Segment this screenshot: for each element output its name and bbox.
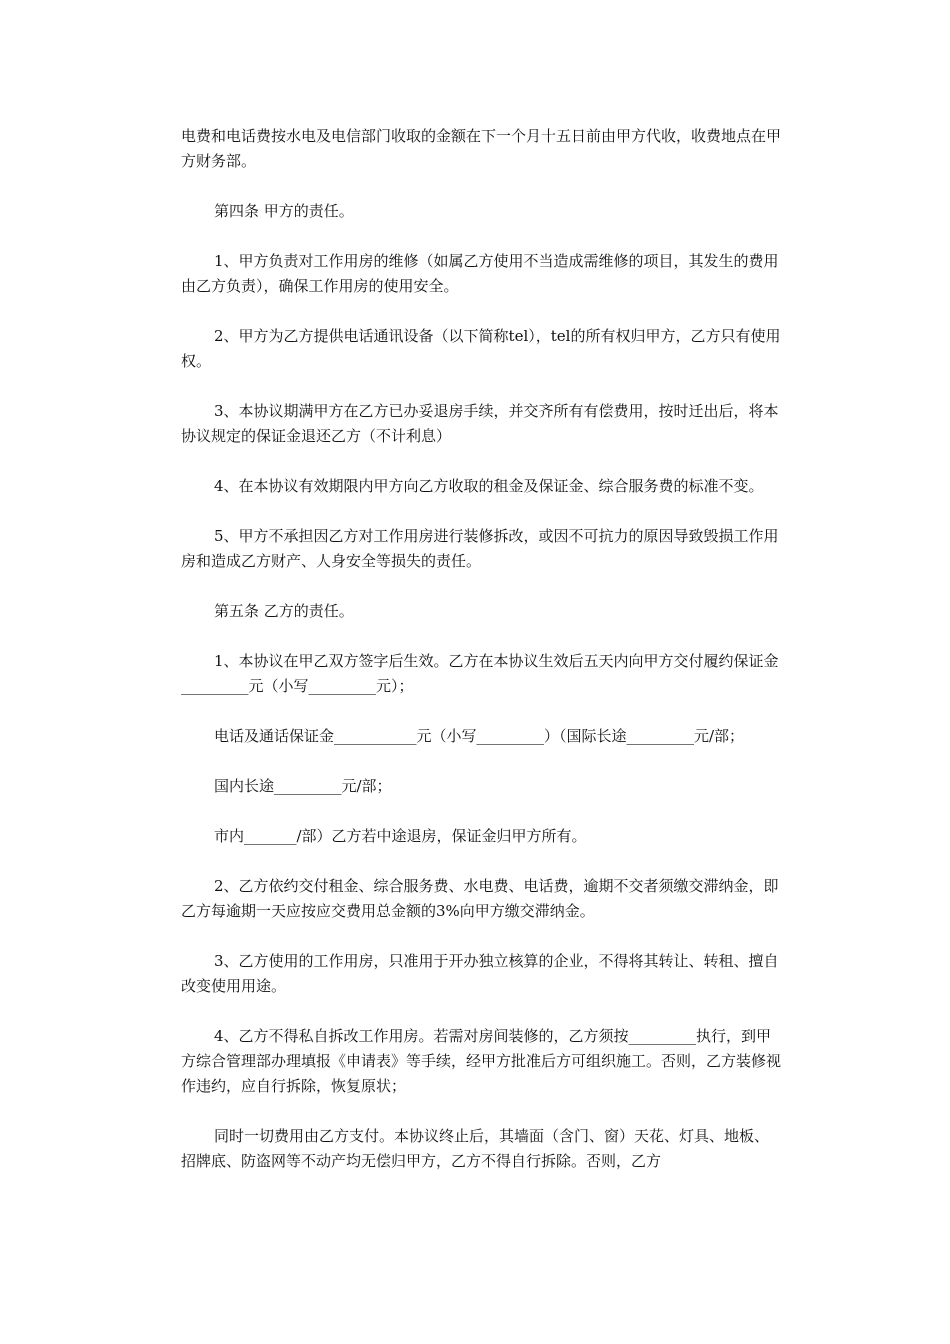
article-five-clause-4: 4、乙方不得私自拆改工作用房。若需对房间装修的，乙方须按_________执行，到甲方综合管理部办理填报《申请表》等手续，经甲方批准后方可组织施工。否则，乙方装修视作违约，应自行拆除，恢复原状；: [181, 1027, 782, 1095]
document-body: [181, 124, 781, 1199]
article-five-heading: 第五条 乙方的责任。: [214, 602, 354, 620]
article-five-clause-2: 2、乙方依约交付租金、综合服务费、水电费、电话费，逾期不交者须缴交滞纳金，即乙方每逾期一天应按应交费用总金额的3%向甲方缴交滞纳金。: [181, 877, 779, 920]
local-call-line: 市内_______/部）乙方若中途退房，保证金归甲方所有。: [214, 827, 587, 845]
article-four-clause-4: 4、在本协议有效期限内甲方向乙方收取的租金及保证金、综合服务费的标准不变。: [214, 477, 764, 495]
phone-deposit-line: 电话及通话保证金___________元（小写_________）（国际长途_________元/部；: [214, 727, 745, 745]
article-five-clause-1: 1、本协议在甲乙双方签字后生效。乙方在本协议生效后五天内向甲方交付履约保证金_________元（小写_________元）；: [181, 652, 779, 695]
article-five-continuation: 同时一切费用由乙方支付。本协议终止后，其墙面（含门、窗）天花、灯具、地板、招牌底、防盗网等不动产均无偿归甲方，乙方不得自行拆除。否则，乙方: [181, 1127, 770, 1170]
article-four-heading: 第四条 甲方的责任。: [214, 202, 354, 220]
article-four-clause-3: 3、本协议期满甲方在乙方已办妥退房手续，并交齐所有有偿费用，按时迁出后，将本协议规定的保证金退还乙方（不计利息）: [181, 402, 779, 445]
article-four-clause-2: 2、甲方为乙方提供电话通讯设备（以下简称tel），tel的所有权归甲方，乙方只有使用权。: [181, 327, 781, 370]
paragraph-fee-collection: 电费和电话费按水电及电信部门收取的金额在下一个月十五日前由甲方代收，收费地点在甲方财务部。: [181, 127, 782, 170]
article-four-clause-1: 1、甲方负责对工作用房的维修（如属乙方使用不当造成需维修的项目，其发生的费用由乙方负责），确保工作用房的使用安全。: [181, 252, 779, 295]
article-four-clause-5: 5、甲方不承担因乙方对工作用房进行装修拆改，或因不可抗力的原因导致毁损工作用房和造成乙方财产、人身安全等损失的责任。: [181, 527, 779, 570]
article-five-clause-3: 3、乙方使用的工作用房，只准用于开办独立核算的企业，不得将其转让、转租、擅自改变使用用途。: [181, 952, 779, 995]
domestic-long-distance-line: 国内长途_________元/部；: [214, 777, 392, 795]
